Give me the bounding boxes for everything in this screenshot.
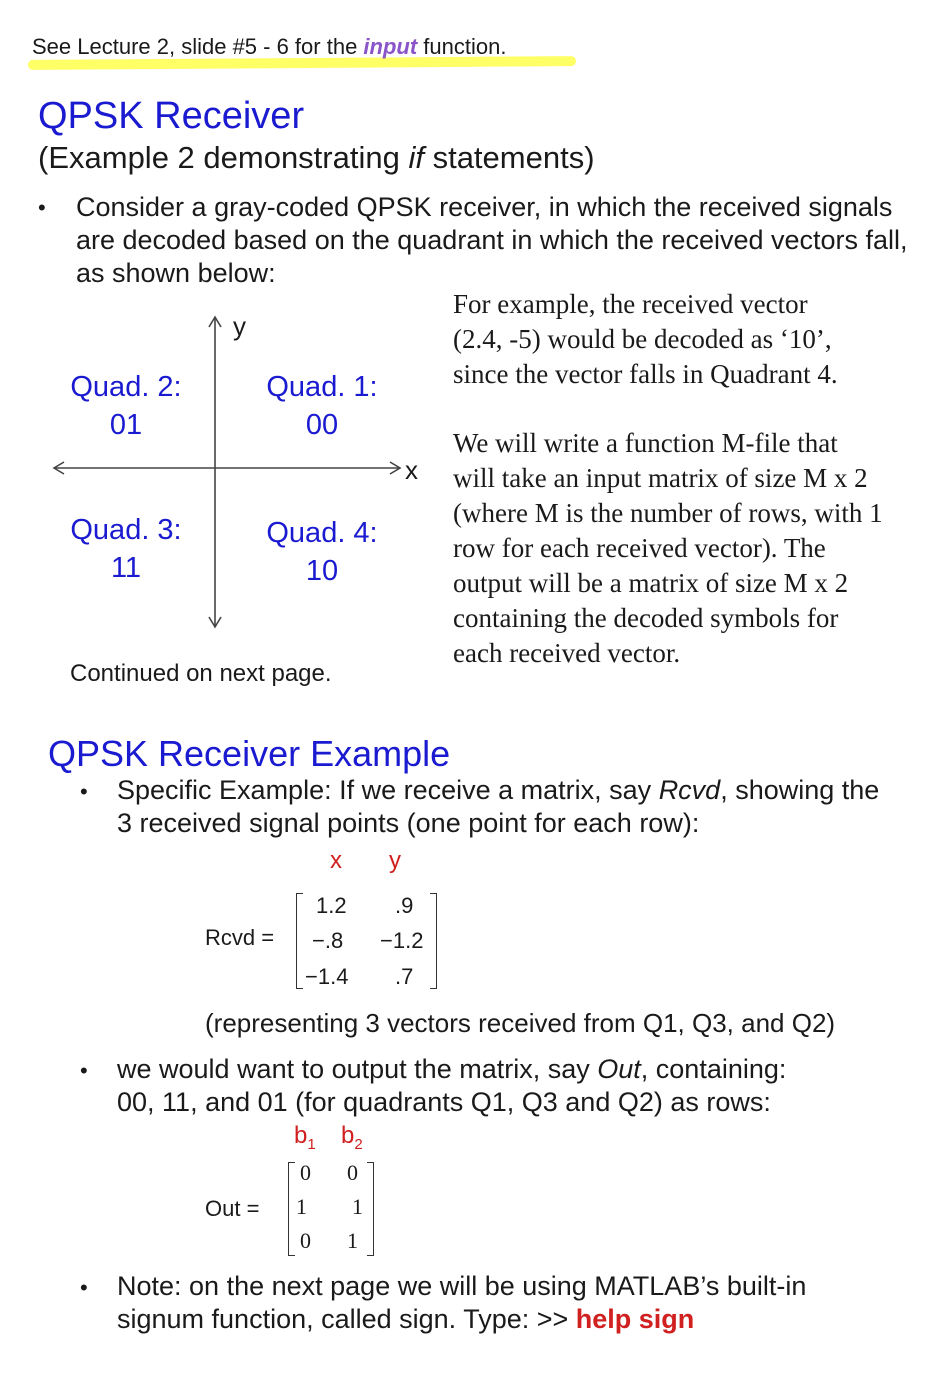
- quadrant-code: 10: [305, 555, 339, 587]
- bullet-line: [117, 774, 879, 807]
- out-cell: 0: [300, 1228, 311, 1253]
- quadrant-1: [252, 368, 392, 444]
- rcvd-cell: 1.2: [316, 893, 347, 918]
- bullet-dot: •: [38, 195, 46, 220]
- col-header-y: y: [389, 847, 401, 874]
- out-cell: 0: [300, 1160, 311, 1185]
- matrix-bracket-left: [296, 893, 303, 989]
- example-paragraph: [453, 287, 838, 392]
- section2-bullet2: [117, 1053, 786, 1119]
- text-line: since the vector falls in Quadrant 4.: [453, 359, 838, 389]
- out-header-b1: [294, 1122, 316, 1153]
- section2-bullet3: [117, 1270, 806, 1336]
- out-cell: 0: [347, 1160, 358, 1185]
- rcvd-cell: −1.4: [305, 964, 349, 989]
- quadrant-3: [56, 511, 196, 587]
- header-letter: b: [294, 1122, 308, 1149]
- text-span: signum function, called sign. Type: >>: [117, 1304, 576, 1334]
- bullet-line: as shown below:: [76, 258, 276, 288]
- top-note-suffix: function.: [417, 34, 507, 59]
- header-sub: 1: [307, 1135, 316, 1153]
- text-line: containing the decoded symbols for: [453, 603, 839, 633]
- bullet-line: Consider a gray-coded QPSK receiver, in which the received signals: [76, 192, 893, 222]
- rcvd-cell: .7: [395, 964, 414, 989]
- quadrant-code: 11: [110, 552, 142, 584]
- quadrant-axes: [40, 305, 430, 645]
- rcvd-cell: .9: [395, 893, 414, 918]
- header-letter: b: [341, 1122, 355, 1149]
- section1-bullet: [76, 191, 908, 290]
- text-line: each received vector.: [453, 638, 681, 668]
- y-axis-label: y: [233, 311, 246, 341]
- subtitle-keyword: if: [408, 140, 424, 175]
- text-span: Specific Example: If we receive a matrix, say: [117, 775, 659, 805]
- section2-title: QPSK Receiver Example: [48, 733, 451, 774]
- text-line: will take an input matrix of size M x 2: [453, 463, 868, 493]
- header-sub: 2: [354, 1135, 363, 1153]
- text-line: output will be a matrix of size M x 2: [453, 568, 849, 598]
- matrix-name: Out: [597, 1054, 641, 1084]
- text-span: , showing the: [720, 775, 880, 805]
- bullet-line: are decoded based on the quadrant in which the received vectors fall,: [76, 225, 908, 255]
- section2-bullet1: [117, 774, 879, 840]
- rcvd-cell: −1.2: [380, 928, 424, 953]
- subtitle-prefix: (Example 2 demonstrating: [38, 140, 409, 175]
- text-line: (where M is the number of rows, with 1: [453, 498, 883, 528]
- quadrant-code: 00: [305, 409, 339, 441]
- matrix-bracket-right: [367, 1162, 374, 1256]
- text-line: We will write a function M-file that: [453, 428, 838, 458]
- bullet-line: 3 received signal points (one point for each row):: [117, 808, 700, 838]
- quadrant-name: Quad. 3:: [70, 514, 182, 546]
- bullet-dot: •: [80, 1275, 88, 1300]
- matrix-bracket-left: [288, 1162, 295, 1256]
- text-span: we would want to output the matrix, say: [117, 1054, 598, 1084]
- x-axis-label: x: [405, 455, 418, 485]
- text-line: row for each received vector). The: [453, 533, 826, 563]
- text-line: (2.4, -5) would be decoded as ‘10’,: [453, 324, 832, 354]
- bullet-line: Note: on the next page we will be using MATLAB’s built-in: [117, 1271, 807, 1301]
- subtitle-suffix: statements): [423, 140, 595, 175]
- quadrant-name: Quad. 4:: [266, 517, 378, 549]
- bullet-line: 00, 11, and 01 (for quadrants Q1, Q3 and Q2) as rows:: [117, 1087, 771, 1117]
- out-label: Out =: [205, 1196, 260, 1221]
- quadrant-4: [252, 514, 392, 590]
- rcvd-cell: −.8: [312, 928, 344, 953]
- col-header-x: x: [330, 847, 342, 874]
- representing-note: (representing 3 vectors received from Q1, Q3, and Q2): [205, 1008, 836, 1038]
- bullet-line: [117, 1053, 786, 1086]
- text-line: For example, the received vector: [453, 289, 808, 319]
- top-note-prefix: See Lecture 2, slide #5 - 6 for the: [32, 34, 364, 59]
- quadrant-code: 01: [109, 409, 143, 441]
- top-note: [32, 34, 506, 60]
- out-cell: 1: [296, 1194, 307, 1219]
- matrix-bracket-right: [430, 893, 437, 989]
- out-cell: 1: [347, 1228, 358, 1253]
- quadrant-2: [56, 368, 196, 444]
- function-paragraph: [453, 426, 883, 671]
- continued-note: Continued on next page.: [70, 660, 332, 687]
- bullet-dot: •: [80, 779, 88, 804]
- top-note-keyword: input: [363, 34, 418, 59]
- quadrant-name: Quad. 2:: [70, 371, 182, 403]
- text-span: , containing:: [640, 1054, 787, 1084]
- section1-title: QPSK Receiver: [38, 95, 305, 137]
- bullet-line: [117, 1303, 806, 1336]
- quadrant-name: Quad. 1:: [266, 371, 378, 403]
- rcvd-label: Rcvd =: [205, 925, 275, 950]
- matrix-name: Rcvd: [658, 775, 721, 805]
- bullet-dot: •: [80, 1058, 88, 1083]
- section1-subtitle: [38, 140, 595, 176]
- out-cell: 1: [352, 1194, 363, 1219]
- help-command: help sign: [575, 1304, 695, 1334]
- out-header-b2: [341, 1122, 363, 1153]
